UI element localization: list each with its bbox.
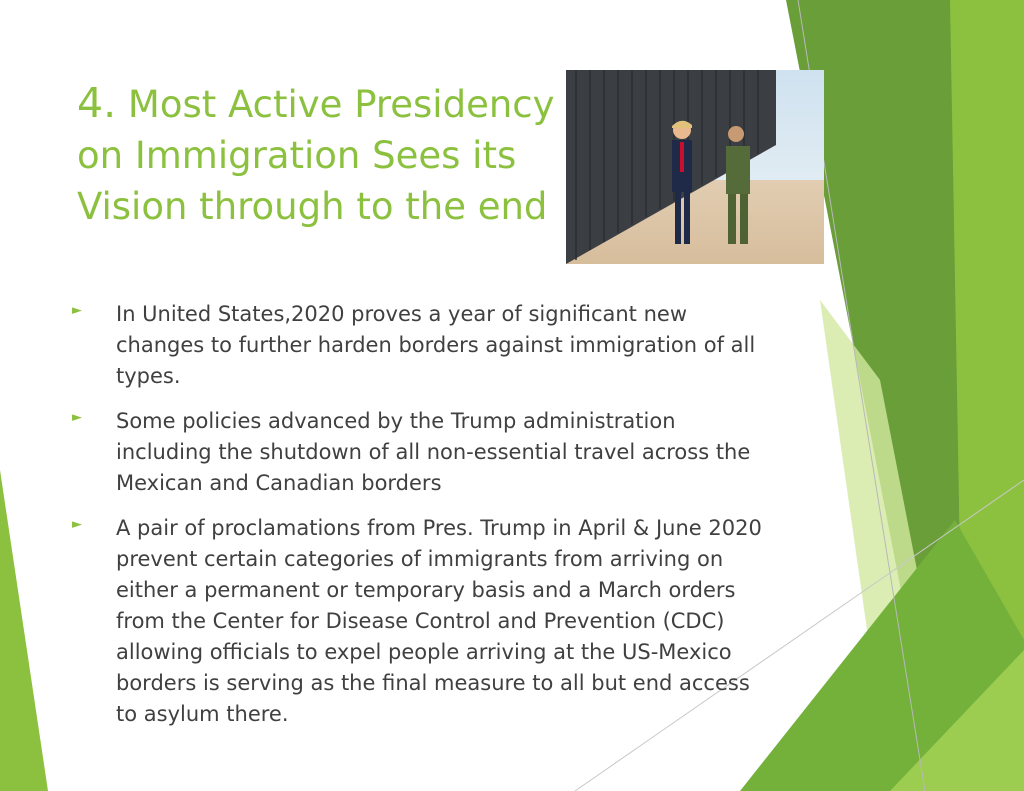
bullet-text-3: A pair of proclamations from Pres. Trump in April & June 2020 prevent certain categories of immigrants from arriving on either a permanent or temporary basis and a March orders from the Center for Disease Control and Prevention (CDC) allowing officials to expel people arriving at the US-Mexico borders is serving as the final measure to all but end access to asylum there.: [116, 516, 762, 726]
bullet-arrow-icon: ►: [72, 410, 82, 425]
title-text: Most Active Presidency on Immigration Sees its Vision through to the end: [77, 83, 555, 228]
bullet-item-1: [72, 299, 772, 392]
bullet-text-2: Some policies advanced by the Trump administration including the shutdown of all non-essential travel across the Mexican and Canadian borders: [116, 409, 751, 495]
bullet-item-3: [72, 513, 772, 730]
slide-title: [77, 78, 557, 232]
bullet-text-1: In United States,2020 proves a year of significant new changes to further harden borders against immigration of all types.: [116, 302, 756, 388]
bullet-list: [72, 299, 772, 744]
bullet-arrow-icon: ►: [72, 517, 82, 532]
bullet-item-2: [72, 406, 772, 499]
title-number: 4.: [77, 79, 117, 127]
bullet-arrow-icon: ►: [72, 303, 82, 318]
border-wall-photo: [566, 70, 824, 264]
left-green-wedge: [0, 470, 48, 791]
